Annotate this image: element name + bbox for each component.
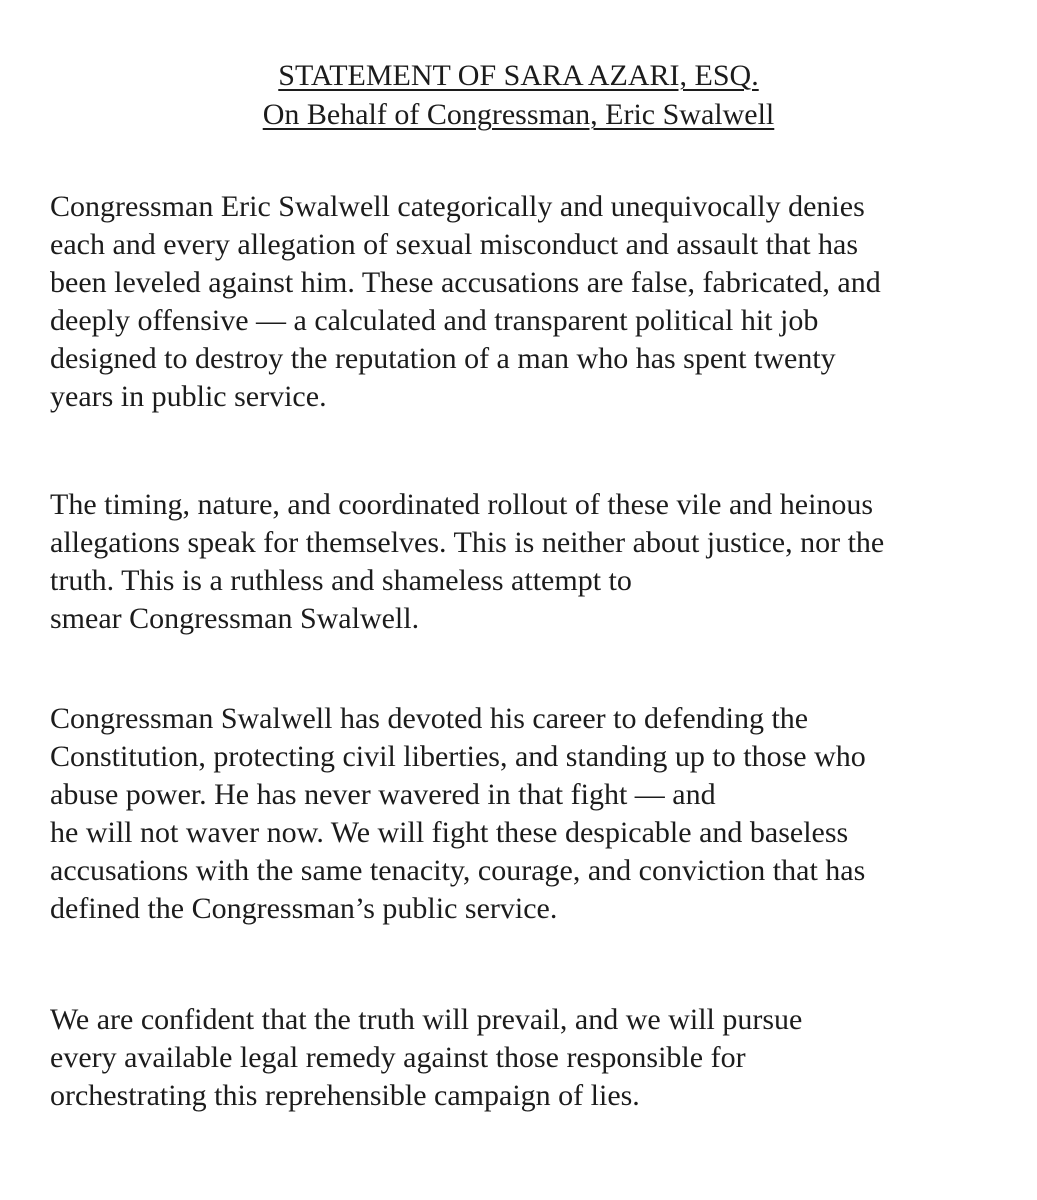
paragraph-line: accusations with the same tenacity, courage, and conviction that has	[50, 854, 866, 887]
statement-subtitle: On Behalf of Congressman, Eric Swalwell	[262, 98, 775, 131]
paragraph-line: designed to destroy the reputation of a man who has spent twenty	[50, 342, 836, 375]
paragraph-line: smear Congressman Swalwell.	[50, 602, 420, 635]
paragraph-line: each and every allegation of sexual misconduct and assault that has	[50, 228, 859, 261]
paragraph-line: orchestrating this reprehensible campaign of lies.	[50, 1079, 640, 1112]
paragraph-line: defined the Congressman’s public service.	[50, 892, 558, 925]
paragraph-confidence	[50, 1001, 1010, 1115]
paragraph-line: deeply offensive — a calculated and transparent political hit job	[50, 304, 819, 337]
paragraph-line: every available legal remedy against those responsible for	[50, 1041, 746, 1074]
statement-title: STATEMENT OF SARA AZARI, ESQ.	[278, 59, 759, 92]
paragraph-line: The timing, nature, and coordinated rollout of these vile and heinous	[50, 488, 874, 521]
paragraph-denial	[50, 188, 1010, 416]
paragraph-line: Congressman Swalwell has devoted his career to defending the	[50, 702, 809, 735]
paragraph-career	[50, 700, 1010, 928]
paragraph-line: years in public service.	[50, 380, 327, 413]
paragraph-line: been leveled against him. These accusations are false, fabricated, and	[50, 266, 881, 299]
paragraph-line: Constitution, protecting civil liberties, and standing up to those who	[50, 740, 866, 773]
paragraph-line: allegations speak for themselves. This is neither about justice, nor the	[50, 526, 885, 559]
paragraph-timing	[50, 486, 1010, 638]
paragraph-line: Congressman Eric Swalwell categorically and unequivocally denies	[50, 190, 865, 223]
paragraph-line: abuse power. He has never wavered in that fight — and	[50, 778, 716, 811]
paragraph-line: he will not waver now. We will fight these despicable and baseless	[50, 816, 849, 849]
paragraph-line: We are confident that the truth will prevail, and we will pursue	[50, 1003, 803, 1036]
paragraph-line: truth. This is a ruthless and shameless attempt to	[50, 564, 632, 597]
